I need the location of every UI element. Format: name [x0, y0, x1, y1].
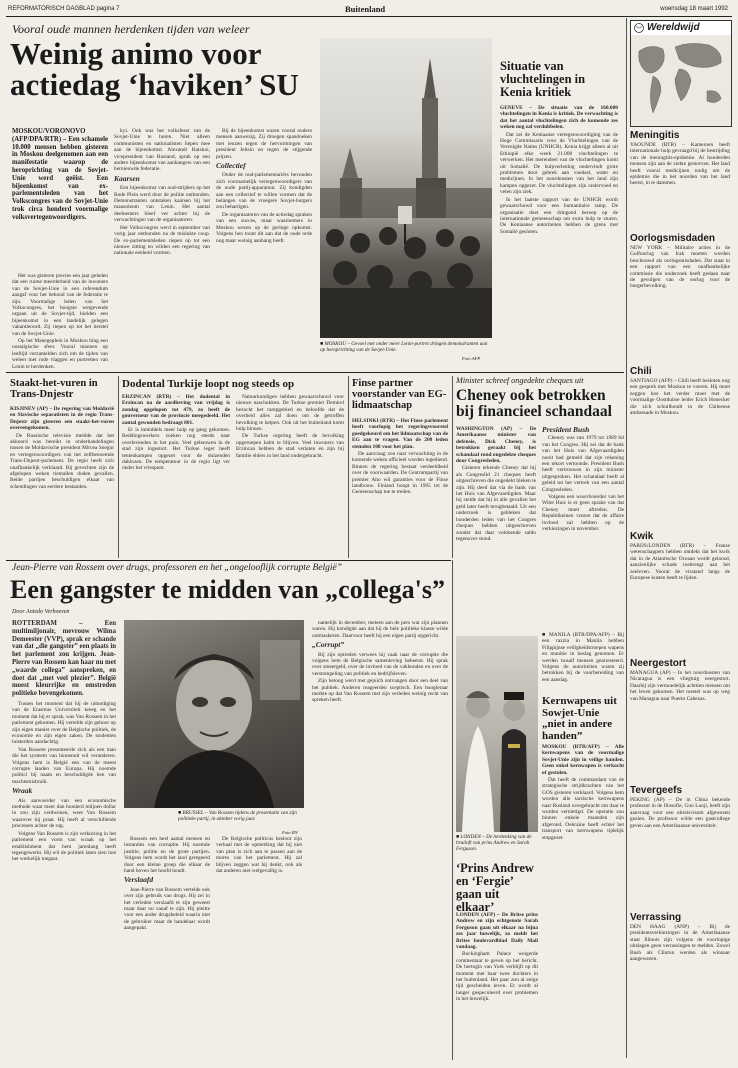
wereldwijd-item-body: PEKING (AP) – De in China bekende professor in de filosofie, Guo Luoji, heeft zijn aanvraag voor een uitreisvisum afgewezen gezien. De professor wilde een gastcollege geven aan een Amerikaanse universiteit. — [630, 797, 730, 829]
wereldwijd-item-body: SANTIAGO (AFP) – Chili heeft besloten nog een gesprek met Moskou te voeren. Hij moet zeggen hoe het verder moet met de voormalige Oostduitse leider Erich Honecker die zich schuilhoudt in de Chileense ambassade in Moskou. — [630, 378, 730, 417]
van-rossem-photo-svg — [124, 620, 304, 808]
main-body-2: Op het Manegeplein in Moskou hing een nostalgische sfeer. Vooral mannen op leeftijd verzamelden zich om de tijden van weleer met rode vlaggen en portretten van Lenin te herdenken. — [12, 338, 108, 370]
main-body-1: Het was gisteren precies een jaar geleden dat een ruime meerderheid van de inwoners van de Sovjet-Unie in een referendum aangaf voor het behoud van de federatie te zijn. Voormalige leden van het Volkscongres, het hoogste wetgevende orgaan uit de Sovjet-tijd, hielden een bijeenkomst in een landelijk gelegen vakantieoord. Zij riepen op tot het herstel van de Sovjet-Unie. — [12, 273, 108, 337]
van-rossem-caption: ■ BRUSSEL – Van Rossem tijdens de presentatie van zijn politieke partij, in oktober vorig jaar. — [178, 810, 297, 823]
gangster-col4 — [312, 620, 448, 1060]
finse-headline: Finse partner voorstander van EG-lidmaatschap — [352, 378, 447, 411]
turkije-body-2: Natuurkundigen hebben gewaarschuwd voor nieuwe naschokken. De Turkse premier Demirel bezocht het rampgebied en beloofde dat de overheid alles zal doen om de getroffen bevolking te helpen. Ook uit het buitenland komt hulp binnen. — [236, 394, 344, 433]
main-body-4: Een bijeenkomst van oud-strijders op het Rode Plein werd door de politie ontbonden. Demonstranten ontstaken kaarsen bij het mausoleum van Lenin. Het aantal deelnemers bleef ver achter bij de verwachtingen van de organisatoren. — [114, 185, 210, 224]
turkije-body-3: De Turkse regering heeft de bevolking opgeroepen kalm te blijven. Veel inwoners van Erzincan hebben de stad verlaten en zijn bij familie elders in het land ondergebracht. — [236, 433, 344, 459]
main-subhead-collectief: Collectief — [216, 161, 246, 171]
turkije-body-1: Er is inmiddels meer hulp op gang gekomen. Reddingswerkers zoeken nog steeds naar overlevenden in het puin. Veel gebouwen in de stad zijn ingestort. Het Turkse leger heeft tentenkampen opgezet voor de duizenden daklozen. De temperatuur in de regio ligt ver onder het vriespunt. — [122, 427, 230, 472]
transdnjestr-headline: Staakt-het-vuren in Trans-Dnjestr — [10, 378, 98, 400]
wereldwijd-item-body: MANAGUA (AP) – In het noordoosten van Nicaragua is een vliegtuig neergestort. Daarbij zijn vermoedelijk achttien mensen om het leven gekomen. Het toestel was op weg van Managua naar Puerto Cabezas. — [630, 670, 730, 702]
world-map-icon — [631, 21, 731, 126]
main-lead: MOSKOU/VORONOVO (AFP/DPA/RTR) – Een schamele 10.000 mensen hebben gisteren in Moskou deelgenomen aan een manifestatie waarop de heroprichting van de Sovjet-Unie werd geëist. Een bijeenkomst van ex-parlementsleden van het Volkscongres van de Sovjet-Unie trok circa honderd voormalige volksvertegenwoordigers. — [12, 128, 108, 221]
masthead-date: woensdag 18 maart 1992 — [660, 6, 728, 12]
kernwapens-lead: MOSKOU (RTR/AFP) – Alle kernwapens van de voormalige Sovjet-Unie zijn in veilige handen. Geen enkel kernwapen is verkocht of gestolen. — [542, 744, 624, 776]
wereldwijd-item-head: Tevergeefs — [630, 785, 683, 796]
wereldwijd-item — [630, 658, 730, 782]
wereldwijd-item-head: Meningitis — [630, 130, 680, 141]
cheney-lead: WASHINGTON (AP) – De Amerikaanse minister van defensie, Dick Cheney, is betrokken geraakt bij het schandaal rond ongedekte cheques door Congresleden. — [456, 426, 536, 465]
wereldwijd-item-head: Chili — [630, 366, 652, 377]
gangster-kicker: Jean-Pierre van Rossem over drugs, professoren en het „ongelooflijk corrupte België” — [12, 563, 343, 573]
transdnjestr-text: De Russische televisie meldde dat het akkoord was bereikt in onderhandelingen tussen de Moldavische president Mircea Snegur en vertegenwoordigers van het zelfbenoemde Trans-Dnjestr-parlement. De regio heeft zich onafhankelijk verklaard. Bij gevechten zijn de afgelopen weken tientallen doden gevallen. Beide partijen beschuldigen elkaar van schendingen van eerdere bestanden. — [10, 432, 114, 490]
cheney-body-1: Gisteren erkende Cheney dat hij als Congreslid 21 cheques heeft uitgeschreven die ongedekt bleken te zijn. Hij deed dat via de bank van het Huis van Afgevaardigden. Maar hij stelde dat hij in alle gevallen het geld later heeft terugbetaald. Uit een onderzoek is gebleken dat honderden leden van het Congres cheques hebben uitgeschreven zonder dat daar voldoende saldo tegenover stond. — [456, 465, 536, 542]
finse-body — [352, 418, 448, 556]
finse-lead: HELSINKI (RTR) – Het Finse parlement heeft voorlopig het regeringsvoorstel goedgekeurd om het lidmaatschap van de EG aan te vragen. Van de 200 leden stemden 108 voor het plan. — [352, 418, 448, 450]
wereldwijd-item-body: PARIJS/LONDEN (RTR) – Franse wetenschappers hebben ontdekt dat het kwik dat in de Atlantische Oceaan wordt geloosd, aanzienlijke schade toebrengt aan het zeeleven. Vooral de visstand langs de Europese kusten heeft te lijden. — [630, 543, 730, 582]
cheney-kicker: Minister schreef ongedekte cheques uit — [456, 376, 584, 385]
gangster-subhead-corrupt: „Corrupt” — [312, 640, 345, 650]
gangster-body-4: Volgens Van Rossem is zijn verkiezing in het parlement een vorm van wraak op het establishment dat hem jarenlang heeft tegengewerkt. Hij wil de politiek laten zien hoe het werkelijk toegaat. — [12, 830, 116, 863]
manila-brief — [542, 632, 624, 692]
main-body-3: kyi. Ook was het volksfeest van de Sovjet-Unie te horen. Niet alleen communisten en nationalisten liepen mee aan de bijeenkomst. Alexandr Rutskoi, vicepresident van Rusland, sprak op een andere bijeenkomst van aanhangers van een hernieuwde federatie. — [114, 128, 210, 173]
main-body-col2 — [114, 128, 210, 380]
wereldwijd-item-body: NEW YORK – Militaire acties in de Golfoorlog van Irak moeten worden beschouwd als oorlogsmisdaden. Dat staat in een rapport van een onafhankelijke commissie die onderzoek heeft gedaan naar de gevolgen van de oorlog voor de burgerbevolking. — [630, 245, 730, 290]
kernwapens-body — [542, 744, 624, 1060]
wedding-photo-svg — [456, 636, 538, 832]
cheney-headline: Cheney ook betrokken bij financieel schandaal — [456, 387, 612, 420]
kernwapens-headline: Kernwapens uit Sowjet-Unie „niet in andere handen” — [542, 695, 617, 742]
kenia-headline: Situatie van vluchtelingen in Kenia kritiek — [500, 59, 586, 99]
gangster-byline: Door Aniedo Verhoeven — [12, 609, 70, 615]
van-rossem-credit: Foto RN — [282, 830, 298, 835]
wereldwijd-item — [630, 531, 730, 655]
cheney-body-2: Cheney was van 1979 tot 1989 lid van het Congres. Hij zei dat de bank van het Huis van Afgevaardigden nooit had gemeld dat zijn rekening een tekort vertoonde. President Bush heeft vertrouwen in zijn minister uitgesproken. Het schandaal heeft al geleid tot het vertrek van een aantal Congresleden. — [542, 435, 624, 493]
wereldwijd-header — [630, 20, 732, 127]
moscow-photo-svg — [320, 38, 492, 338]
wedding-photo — [456, 636, 538, 832]
main-headline: Weinig animo voor actiedag ‘haviken’ SU — [10, 36, 299, 102]
wereldwijd-item-head: Neergestort — [630, 658, 687, 669]
turkije-col2 — [236, 394, 344, 556]
main-body-5: Het Volkscongres werd in september van vorig jaar ontbonden na de mislukte coup. De ex-parlementsleden riepen op tot een nieuwe zitting en wilden een regering van nationale eenheid vormen. — [114, 224, 210, 257]
gangster-subhead-wraak: Wraak — [12, 786, 33, 796]
gangster-subhead-verslaafd: Verslaafd — [124, 875, 154, 885]
gangster-body-3: Als aanvoerder van een economische methode waar meer dan honderd miljoen dollar in zou zijn verdwenen, weet Van Rossem waarover hij praat. Hij heeft al verschillende processen achter de rug. — [12, 797, 116, 830]
manila-body: ■ MANILA (RTR/DPA/AFP) – Bij een razzia in Manila hebben Filippijnse veiligheidstroepen wapens en munitie in beslag genomen. Er werden twaalf mensen gearresteerd. Volgens de autoriteiten waren zij betrokken bij de voorbereiding van een aanslag. — [542, 632, 624, 683]
wereldwijd-item — [630, 785, 730, 909]
gangster-body-5: namelijk in december, meteen aan de pers wat zijn plannen waren. Hij kondigde aan dat hij de hele politieke klasse wilde ontmaskeren. Daarvoor heeft hij een eigen partij opgericht. — [312, 620, 448, 639]
wedding-caption: ■ LONDEN – De herdenking van de bruiloft van prins Andrew en Sarah Ferguson. — [456, 834, 532, 853]
gangster-headline: Een gangster te midden van „collega's” — [10, 575, 446, 604]
gangster-body-7: Zijn betoog werd met gejuich ontvangen door een deel van het publiek. Anderen reageerden sceptisch. Een hoogleraar merkte op dat Van Rossem met zijn verleden weinig recht van spreken heeft. — [312, 678, 448, 704]
wedding-lead: LONDEN (AFP) – De Britse prins Andrew en zijn echtgenote Sarah Ferguson gaan uit elkaar na bijna zes jaar huwelijk, zo meldt het Britse boulevardblad Daily Mail vandaag. — [456, 912, 538, 951]
gangster-body-10: De Belgische politicus besloot zijn verhaal met de opmerking dat hij niet van plan is zich aan te passen aan de mores van het parlement. Hij zal blijven zeggen wat hij denkt, ook als dat anderen niet welgevallig is. — [216, 836, 302, 875]
cheney-body-3: Volgens een woordvoerder van het Witte Huis is er geen sprake van dat Cheney moet aftreden. De Republikeinen vrezen dat de affaire invloed zal hebben op de verkiezingen in november. — [542, 494, 624, 533]
gangster-col2 — [124, 836, 210, 1060]
wedding-headline: ‘Prins Andrew en ‘Fergie’ gaan uit elkaar’ — [456, 861, 534, 914]
gangster-body-2: Van Rossem presenteerde zich als een man die het systeem van binnenuit wil veranderen. Volgens hem is België een van de meest corrupte landen van Europa. Hij noemde politici bij naam en beschuldigde hen van machtsmisbruik. — [12, 746, 116, 785]
wereldwijd-item — [630, 130, 730, 230]
kenia-body-2: In het laatste rapport van de UNHCR wordt gewaarschuwd voor een humanitaire ramp. De organisatie doet een dringend beroep op de internationale gemeenschap om extra hulp te sturen. De Keniaanse autoriteiten hebben de grens met Somalië gesloten. — [500, 196, 618, 235]
main-body-8: De organisatoren van de actiedag spraken van een succes, maar waarnemers in Moskou wezen op de geringe opkomst. Volgens hen toont dit aan dat de oude orde nog maar weinig aanhang heeft. — [216, 211, 312, 244]
gangster-body-8: Rossem een heel aantal mensen en instanties van corruptie. Hij noemde justitie, politie en de grote partijen. Volgens hem wordt het land geregeerd door een kleine groep die elkaar de hand boven het hoofd houdt. — [124, 836, 210, 875]
van-rossem-photo — [124, 620, 304, 808]
cheney-subhead: President Bush — [542, 426, 590, 434]
masthead-left: REFORMATORISCH DAGBLAD pagina 7 — [8, 6, 120, 12]
main-body-col1 — [12, 273, 108, 381]
wereldwijd-item — [630, 912, 730, 1014]
kenia-body-1: Dat zei de Keniaanse vertegenwoordiging van de Hoge Commissaris voor de Vluchtelingen van de Verenigde Naties (UNHCR). Kenia krijgt alleen al uit Ethiopië elke week 21.000 vluchtelingen te verwerken. Het merendeel van de vluchtelingen komt uit Somalië. De hulpverlening ondervindt grote problemen door gebrek aan voedsel, water en medicijnen. In het noordoosten van het land zijn kampen opgezet. De vluchtelingen zijn ondervoed en velen zijn ziek. — [500, 131, 618, 196]
masthead-section: Buitenland — [345, 4, 386, 14]
gangster-col3 — [216, 836, 302, 1060]
main-kicker: Vooral oude mannen herdenken tijden van weleer — [12, 22, 250, 36]
cheney-col2 — [542, 426, 624, 626]
wedding-text: Buckingham Palace weigerde commentaar te geven op het bericht. De hertogin van York verblijft op dit moment met haar twee dochters in het buitenland. Het paar zou al enige tijd gescheiden leven. Er wordt al langer gespeculeerd over problemen in het huwelijk. — [456, 951, 538, 1003]
gangster-body-1: Tussen het moment dat hij de uitnodiging van de Erasmus Universiteit kreeg en het moment dat hij er sprak, was Van Rossem in het parlement gekomen. Hij vertelde zijn gehoor op zijn eigen manier over de Belgische politiek, de economie en zijn eigen zaken. De studenten luisterden aandachtig. — [12, 700, 116, 746]
wereldwijd-title: Wereldwijd — [647, 22, 700, 33]
wedding-body — [456, 912, 538, 1060]
wereldwijd-item — [630, 366, 730, 528]
wereldwijd-item-head: Verrassing — [630, 912, 682, 923]
wereldwijd-item-head: Oorlogsmisdaden — [630, 233, 716, 244]
transdnjestr-lead: KISJINEV (AP) – De regering van Moldavië en Slavische separatisten in de regio Trans-Dnjestr zijn gisteren een staakt-het-vuren overeengekomen. — [10, 406, 114, 432]
turkije-lead: ERZINCAN (RTR) – Het dodental in Erzincan na de aardbeving van vrijdag is zondag opgelopen tot 479, zo heeft de gouverneur van de provincie meegedeeld. Het aantal gewonden bedraagt 801. — [122, 394, 230, 426]
gangster-body-6: Bij zijn optreden verwees hij vaak naar de corruptie die volgens hem de Belgische samenleving beheerst. Hij sprak over smeergeld, over de invloed van de vakbonden en over de verstrengeling van politiek en bedrijfsleven. — [312, 651, 448, 677]
gangster-lead: ROTTERDAM – Een multimiljonair, mevrouw Wilma Demeester (VVP), sprak er schande van dat „die gangster” een plaats in het parlement zou krijgen. Jean-Pierre van Rossem kan haar nu met „waarde collega” aanspreken, en doet dat „met veel plezier”. België moest kleurrijke en omstreden politieke bovengekomen. — [12, 620, 116, 698]
gangster-col1 — [12, 620, 116, 1060]
kernwapens-text: Dat heeft de commandant van de strategische strijdkrachten van het GOS gisteren verklaard. Volgens hem worden alle tactische kernwapens naar Rusland overgebracht om daar te worden vernietigd. De operatie zou binnen enkele maanden zijn afgerond. Oekraïne heeft echter het transport van kernwapens tijdelijk stopgezet. — [542, 777, 624, 841]
turkije-headline: Dodental Turkije loopt nog steeds op — [122, 378, 295, 390]
moscow-photo — [320, 38, 492, 338]
wereldwijd-list — [630, 130, 730, 1058]
wereldwijd-item — [630, 233, 730, 363]
main-subhead-kaarsen: Kaarsen — [114, 173, 140, 183]
turkije-col1 — [122, 394, 230, 556]
moscow-photo-caption: ■ MOSKOU – Gevoel met onder meer Lenin-portret dringen demonstranten aan op heroprichting van de Sovjet-Unie. — [320, 341, 488, 354]
transdnjestr-body — [10, 406, 114, 556]
main-body-col3 — [216, 128, 312, 380]
kenia-body — [500, 105, 618, 367]
gangster-body-9: Jean-Pierre van Rossem vertelde ook over zijn gebruik van drugs. Hij zei in het verleden verslaafd te zijn geweest maar daar nu vanaf te zijn. Hij pleitte voor een ander drugsbeleid waarin niet de gebruiker maar de handelaar wordt aangepakt. — [124, 886, 210, 932]
moscow-photo-credit: Foto AFP — [462, 356, 481, 361]
wereldwijd-item-body: YAOUNDE (RTR) – Kameroen heeft internationale hulp gevraagd bij de bestrijding van de meningitis-epidemie. Al honderden mensen zijn aan de ziekte gestorven. Het land heeft vooral medicijnen nodig om de epidemie die in het noorden van het land heerst, in te dammen. — [630, 142, 730, 187]
main-body-6: Bij de bijeenkomst waren vooral oudere mensen aanwezig. Zij droegen spandoeken met leuzen tegen de hervormingen van president Jeltsin en tegen de stijgende prijzen. — [216, 128, 312, 160]
finse-text: De aanvraag zou naar verwachting in de komende weken officieel worden ingediend. Binnen de regering bestaat verdeeldheid over de voorwaarden. De Centrumpartij van premier Aho wil garanties voor de Finse landbouw. Finland hoopt in 1995 tot de Gemeenschap toe te treden. — [352, 451, 448, 496]
wereldwijd-item-body: DEN HAAG (ANP) – Bij de presidentsverkiezingen in de Amerikaanse staat Illinois zijn volgens de voorlopige uitslagen geen verrassingen te melden. Zowel Bush als Clinton werden als winnaar aangewezen. — [630, 924, 730, 963]
cheney-col1 — [456, 426, 536, 558]
main-body-7: Onder de oud-parlementariërs bevonden zich voornamelijk vertegenwoordigers van de oude partij-apparatuur. Zij kondigden aan een collectief te willen vormen dat de belangen van de vroegere Sovjet-burgers zou behartigen. — [216, 172, 312, 211]
wereldwijd-item-head: Kwik — [630, 531, 654, 542]
kenia-lead: GENEVE – De situatie van de 160.000 vluchtelingen in Kenia is kritiek. De verwachting is dat het aantal vluchtelingen zich de komende zes weken nog zal verdubbelen. — [500, 105, 618, 131]
